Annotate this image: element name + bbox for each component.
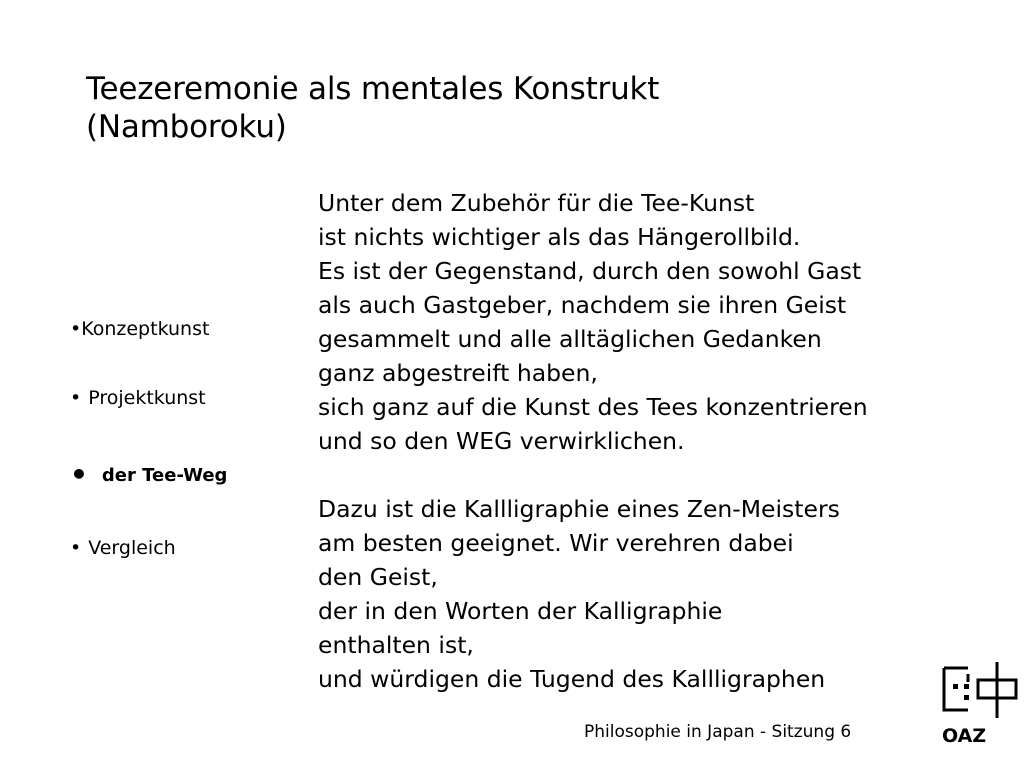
text-line: den Geist, bbox=[318, 563, 438, 591]
text-line: ist nichts wichtiger als das Hängerollbild. bbox=[318, 223, 801, 251]
nav-item-der-tee-weg bbox=[70, 458, 227, 491]
oaz-logo-icon bbox=[938, 662, 1022, 746]
nav-item-projektkunst bbox=[70, 387, 206, 409]
bullet: • bbox=[70, 318, 82, 340]
nav-item-vergleich bbox=[70, 537, 176, 559]
nav-item-label: Vergleich bbox=[88, 537, 176, 559]
text-line: Unter dem Zubehör für die Tee-Kunst bbox=[318, 189, 755, 217]
nav-item-label: Projektkunst bbox=[88, 387, 206, 409]
slide-title bbox=[86, 70, 659, 146]
text-line: sich ganz auf die Kunst des Tees konzentrieren bbox=[318, 393, 868, 421]
text-line: und würdigen die Tugend des Kallligraphen bbox=[318, 665, 826, 693]
quote-text bbox=[318, 186, 868, 696]
text-line: am besten geeignet. Wir verehren dabei bbox=[318, 529, 794, 557]
footer-text: Philosophie in Japan - Sitzung 6 bbox=[584, 722, 852, 742]
text-line: als auch Gastgeber, nachdem sie ihren Geist bbox=[318, 291, 847, 319]
text-line: ganz abgestreift haben, bbox=[318, 359, 598, 387]
paragraph-gap bbox=[318, 458, 868, 492]
bullet: • bbox=[70, 387, 82, 409]
text-line: enthalten ist, bbox=[318, 631, 474, 659]
bullet: • bbox=[70, 537, 82, 559]
slide-title-line-2: (Namboroku) bbox=[86, 109, 287, 145]
nav-item-konzeptkunst bbox=[70, 318, 209, 340]
oaz-logo-graphic bbox=[938, 662, 1022, 746]
logo-text: OAZ bbox=[942, 725, 987, 746]
text-line: Es ist der Gegenstand, durch den sowohl Gast bbox=[318, 257, 862, 285]
text-line: der in den Worten der Kalligraphie bbox=[318, 597, 723, 625]
text-line: Dazu ist die Kallligraphie eines Zen-Meisters bbox=[318, 495, 840, 523]
bullet: • bbox=[70, 458, 88, 491]
text-line: und so den WEG verwirklichen. bbox=[318, 427, 685, 455]
slide-title-line-1: Teezeremonie als mentales Konstrukt bbox=[86, 71, 660, 107]
nav-item-label: der Tee-Weg bbox=[101, 465, 228, 486]
nav-item-label: Konzeptkunst bbox=[81, 318, 210, 340]
text-line: gesammelt und alle alltäglichen Gedanken bbox=[318, 325, 822, 353]
